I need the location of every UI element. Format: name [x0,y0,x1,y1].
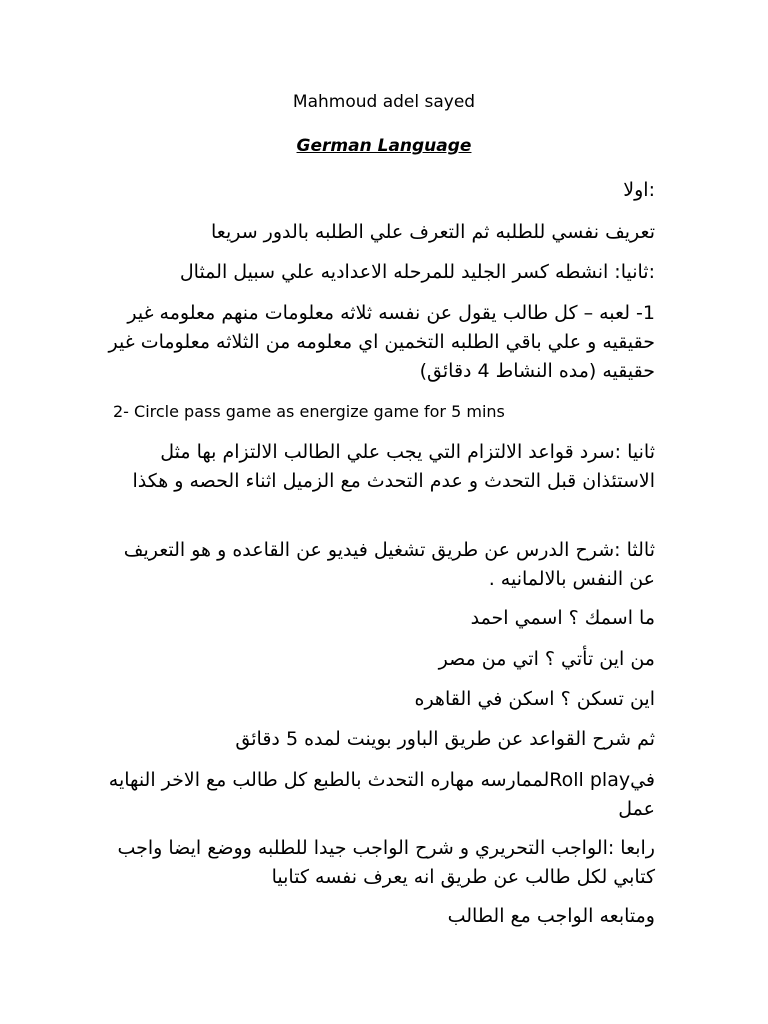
paragraph-rules: ثانيا :سرد قواعد الالتزام التي يجب علي الطالب الالتزام بها مثل الاستئذان قبل التحدث و عدم التحدث مع الزميل اثناء الحصه و هكذا [132,441,655,492]
paragraph-dialogue-name: ما اسمك ؟ اسمي احمد [470,607,655,629]
paragraph-icebreaker-heading: :ثانيا: انشطه كسر الجليد للمرحله الاعداديه علي سبيل المثال [179,261,655,283]
paragraph-followup: ومتابعه الواجب مع الطالب [447,905,655,927]
paragraph-dialogue-residence: اين تسكن ؟ اسكن في القاهره [414,688,655,710]
paragraph-dialogue-origin: من اين تأتي ؟ اتي من مصر [438,648,655,670]
paragraph-roleplay: فيRoll playلممارسه مهاره التحدث بالطبع كل طالب مع الاخر النهايه عمل [108,769,655,820]
paragraph-game-one: 1- لعبه – كل طالب يقول عن نفسه ثلاثه معلومات منهم معلومه غير حقيقيه و علي باقي الطلبه التخمين اي معلومه من الثلاثه معلومات غير حقيقيه (مده النشاط 4 دقائق) [108,302,655,382]
paragraph-game-two: 2- Circle pass game as energize game for 5 mins [113,402,505,421]
paragraph-powerpoint: ثم شرح القواعد عن طريق الباور بوينت لمده 5 دقائق [235,728,655,750]
author-name: Mahmoud adel sayed [292,92,476,112]
paragraph-homework: رابعا :الواجب التحريري و شرح الواجب جيدا للطلبه ووضع ايضا واجب كتابي لكل طالب عن طريق انه يعرف نفسه كتابيا [117,837,655,888]
subject-title: German Language [296,136,472,156]
paragraph-first-heading: :اولا [623,179,655,201]
paragraph-self-intro: تعريف نفسي للطلبه ثم التعرف علي الطلبه بالدور سريعا [210,221,655,243]
paragraph-lesson-explanation: ثالثا :شرح الدرس عن طريق تشغيل فيديو عن القاعده و هو التعريف عن النفس بالالمانيه . [123,539,655,590]
